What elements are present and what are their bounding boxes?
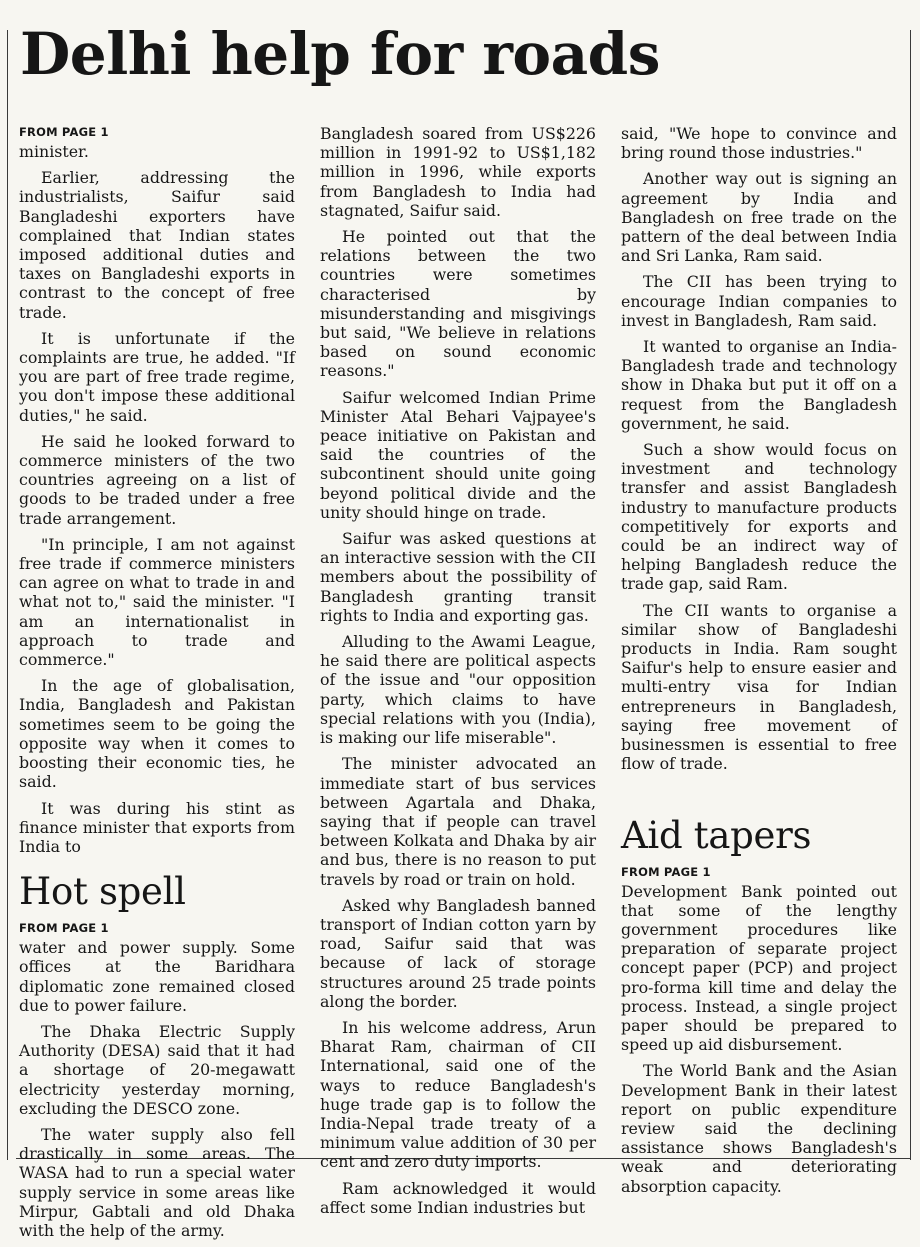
story1-paragraph: It is unfortunate if the complaints are true, he added. "If you are part of free trade regime, you don't impose these additional duties," he said. — [19, 328, 295, 425]
story1-paragraph: It was during his stint as finance minister that exports from India to — [19, 798, 295, 856]
right-column-rule — [910, 30, 911, 1160]
story1-paragraph: said, "We hope to convince and bring round those industries." — [621, 124, 897, 163]
story1-paragraph: Saifur welcomed Indian Prime Minister Atal Behari Vajpayee's peace initiative on Pakistan and said the countries of the subcontinent should unite going beyond political divide and the unity should hinge on trade. — [320, 387, 596, 522]
story1-paragraph: Another way out is signing an agreement by India and Bangladesh on free trade on the pattern of the deal between India and Sri Lanka, Ram said. — [621, 169, 897, 266]
story1-paragraph: Saifur was asked questions at an interactive session with the CII members about the possibility of Bangladesh granting transit rights to India and exporting gas. — [320, 529, 596, 625]
from-page-label: FROM PAGE 1 — [19, 125, 109, 139]
story2-paragraph: The Dhaka Electric Supply Authority (DESA) said that it had a shortage of 20-megawatt electricity yesterday morning, excluding the DESCO zone. — [19, 1021, 295, 1118]
from-page-label: FROM PAGE 1 — [621, 864, 711, 879]
column-3 — [621, 124, 897, 1203]
story1-paragraph: "In principle, I am not against free trade if commerce ministers can agree on what to trade in and what not to," said the minister. "I am an internationalist in approach to trade and commerce." — [19, 534, 295, 670]
from-page-label: FROM PAGE 1 — [19, 921, 109, 936]
story1-paragraph: In his welcome address, Arun Bharat Ram, chairman of CII International, said one of the ways to reduce Bangladesh's huge trade gap is to follow the India-Nepal trade treaty of a minimum value addition of 30 per cent and zero duty imports. — [320, 1017, 596, 1172]
story1-paragraph: Such a show would focus on investment and technology transfer and assist Bangladesh industry to manufacture products competitively for exports and could be an indirect way of helping Bangladesh reduce the trade gap, said Ram. — [621, 440, 897, 594]
story1-paragraph: Bangladesh soared from US$226 million in 1991-92 to US$1,182 million in 1996, while exports from Bangladesh to India had stagnated, Saifur said. — [320, 124, 596, 220]
story2-paragraph: The water supply also fell drastically in some areas. The WASA had to run a special water supply service in some areas like Mirpur, Gabtali and old Dhaka with the help of the army. — [19, 1124, 295, 1240]
aid-tapers-headline: Aid tapers — [621, 813, 812, 857]
story1-paragraph: The CII wants to organise a similar show of Bangladeshi products in India. Ram sought Saifur's help to ensure easier and multi-entry visa for Indian entrepreneurs in Bangladesh, saying free movement of businessmen is essential to free flow of trade. — [621, 600, 897, 774]
story1-paragraph: minister. — [19, 142, 89, 161]
story1-paragraph: He pointed out that the relations between the two countries were sometimes characterised by misunderstanding and misgivings but said, "We believe in relations based on sound economic reasons." — [320, 227, 596, 381]
story1-paragraph: Ram acknowledged it would affect some Indian industries but — [320, 1178, 596, 1217]
story1-paragraph: It wanted to organise an India-Bangladesh trade and technology show in Dhaka but put it off on a request from the Bangladesh government, he said. — [621, 337, 897, 433]
story1-paragraph: In the age of globalisation, India, Bangladesh and Pakistan sometimes seem to be going the opposite way when it comes to boosting their economic ties, he said. — [19, 676, 295, 792]
story3-paragraph: The World Bank and the Asian Development Bank in their latest report on public expenditure review said the declining assistance shows Bangladesh's weak and deteriorating absorption capacity. — [621, 1061, 897, 1196]
story1-paragraph: Alluding to the Awami League, he said there are political aspects of the issue and "our opposition party, which claims to have special relations with you (India), is making our life miserable". — [320, 632, 596, 748]
story2-paragraph: water and power supply. Some offices at the Baridhara diplomatic zone remained closed due to power failure. — [19, 938, 295, 1015]
story1-paragraph: He said he looked forward to commerce ministers of the two countries agreeing on a list of goods to be traded under a free trade arrangement. — [19, 431, 295, 528]
story1-paragraph: The CII has been trying to encourage Indian companies to invest in Bangladesh, Ram said. — [621, 272, 897, 330]
story1-paragraph: Earlier, addressing the industrialists, Saifur said Bangladeshi exporters have complained that Indian states imposed additional duties and taxes on Bangladeshi exports in contrast to the concept of free trade. — [19, 168, 295, 322]
story1-paragraph: The minister advocated an immediate start of bus services between Agartala and Dhaka, saying that if people can travel between Kolkata and Dhaka by air and bus, there is no reason to put travels by road or train on hold. — [320, 754, 597, 889]
left-column-rule — [7, 30, 8, 1160]
story3-paragraph: Development Bank pointed out that some of the lengthy government procedures like preparation of separate project concept paper (PCP) and project pro-forma kill time and delay the process. Instead, a single project paper should be prepared to speed up aid disbursement. — [621, 881, 897, 1055]
column-2 — [320, 124, 596, 1224]
headline: Delhi help for roads — [20, 20, 660, 88]
hot-spell-headline: Hot spell — [19, 870, 186, 914]
story1-paragraph: Asked why Bangladesh banned transport of Indian cotton yarn by road, Saifur said that was because of lack of storage structures around 25 trade points along the border. — [320, 895, 596, 1011]
column-1 — [19, 124, 295, 1247]
